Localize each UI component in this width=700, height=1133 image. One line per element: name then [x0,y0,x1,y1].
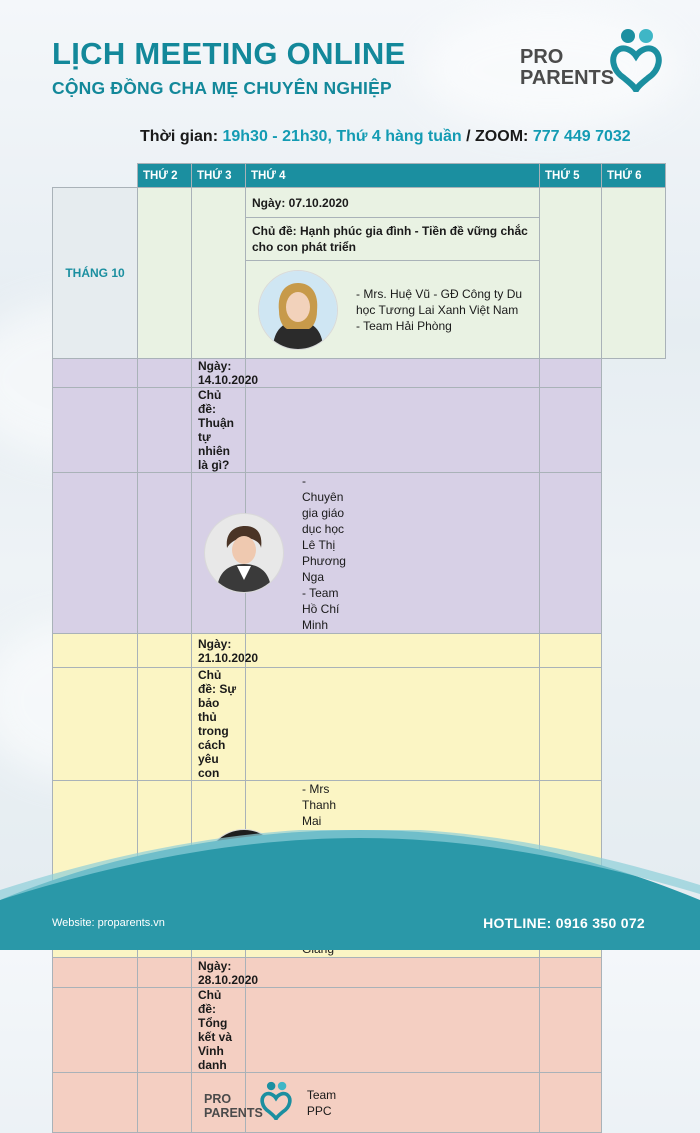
week2-thu2-cell [53,473,138,634]
week1-speaker-text: - Mrs. Huệ Vũ - GĐ Công ty Du học Tương Lai Xanh Việt Nam - Team Hải Phòng [356,286,523,333]
header-thu3: THỨ 3 [192,164,246,188]
week1-thu3-cell [192,188,246,359]
week3-thu5-cell [246,634,540,668]
footer-wave [0,830,700,950]
week2-thu5-cell [246,388,540,473]
week4-thu3-cell [138,1073,192,1133]
week4-speaker-text: Team PPC [306,1087,337,1118]
week3-date: Ngày: 21.10.2020 [192,634,246,668]
small-logo-line1: PRO [204,1092,232,1107]
week4-thu2-cell [53,958,138,988]
footer-website: Website: proparents.vn [52,917,165,929]
week1-thu6-cell [602,188,666,359]
month-label: THÁNG 10 [53,188,138,359]
week4-thu5-cell [246,958,540,988]
week3-thu5-cell [246,668,540,781]
week4-thu5-cell [246,988,540,1073]
week2-speaker-text: - Chuyên gia giáo dục học Lê Thị Phương Nga - Team Hồ Chí Minh [302,474,346,632]
week3-speaker-text: - Mrs Thanh Mai [302,782,337,828]
week2-thu5-cell [246,359,540,388]
zoom-label: / ZOOM: [466,128,529,145]
week2-thu6-cell [540,359,602,388]
header-thu4: THỨ 4 [246,164,540,188]
pro-parents-logo [520,30,664,92]
small-logo-line2: PARENTS [204,1105,263,1120]
week1-thu2-cell [138,188,192,359]
speaker-photo-phuong-nga [204,513,284,593]
week4-thu6-cell [540,958,602,988]
schedule-table [52,163,666,1133]
zoom-id: 777 449 7032 [532,128,631,145]
week2-thu5-cell [246,473,540,634]
footer-hotline: HOTLINE: 0916 350 072 [483,915,645,931]
week2-speaker-cell [192,473,346,634]
week2-thu3-cell [138,388,192,473]
week1-date: Ngày: 07.10.2020 [246,188,540,218]
logo-line2: PARENTS [520,67,615,89]
week4-speaker-cell [192,1073,337,1133]
week2-thu6-cell [540,473,602,634]
header-blank [53,164,138,188]
week4-date: Ngày: 28.10.2020 [192,958,246,988]
week3-thu3-cell [138,634,192,668]
week3-thu2-cell [53,668,138,781]
logo-line1: PRO [520,46,564,68]
page-subtitle: CỘNG ĐỒNG CHA MẸ CHUYÊN NGHIỆP [52,78,392,98]
time-value: 19h30 - 21h30, Thứ 4 hàng tuần [222,128,462,145]
pro-parents-logo-small [204,1085,293,1119]
header-thu2: THỨ 2 [138,164,192,188]
week2-thu3-cell [138,359,192,388]
page-title: LỊCH MEETING ONLINE [52,36,406,71]
week4-topic: Chủ đề: Tổng kết và Vinh danh [192,988,246,1073]
week1-thu5-cell [540,188,602,359]
week4-thu6-cell [540,988,602,1073]
header-thu6: THỨ 6 [602,164,666,188]
week1-speaker-cell [246,261,540,359]
week4-thu6-cell [540,1073,602,1133]
week4-thu2-cell [53,1073,138,1133]
week3-thu6-cell [540,668,602,781]
week3-topic: Chủ đề: Sự bảo thủ trong cách yêu con [192,668,246,781]
week4-thu3-cell [138,958,192,988]
week1-topic: Chủ đề: Hạnh phúc gia đình - Tiền đề vững chắc cho con phát triển [246,218,540,261]
time-label: Thời gian: [140,128,219,145]
week2-thu2-cell [53,388,138,473]
week3-thu6-cell [540,634,602,668]
header-thu5: THỨ 5 [540,164,602,188]
schedule-time-info [140,128,631,146]
week4-thu2-cell [53,988,138,1073]
family-heart-icon [259,1080,293,1120]
week2-thu2-cell [53,359,138,388]
week2-date: Ngày: 14.10.2020 [192,359,246,388]
week2-thu6-cell [540,388,602,473]
speaker-photo-hue-vu [258,270,338,350]
week3-thu2-cell [53,634,138,668]
family-heart-icon [608,26,664,92]
week3-thu3-cell [138,668,192,781]
week2-thu3-cell [138,473,192,634]
week4-thu3-cell [138,988,192,1073]
week2-topic: Chủ đề: Thuận tự nhiên là gì? [192,388,246,473]
